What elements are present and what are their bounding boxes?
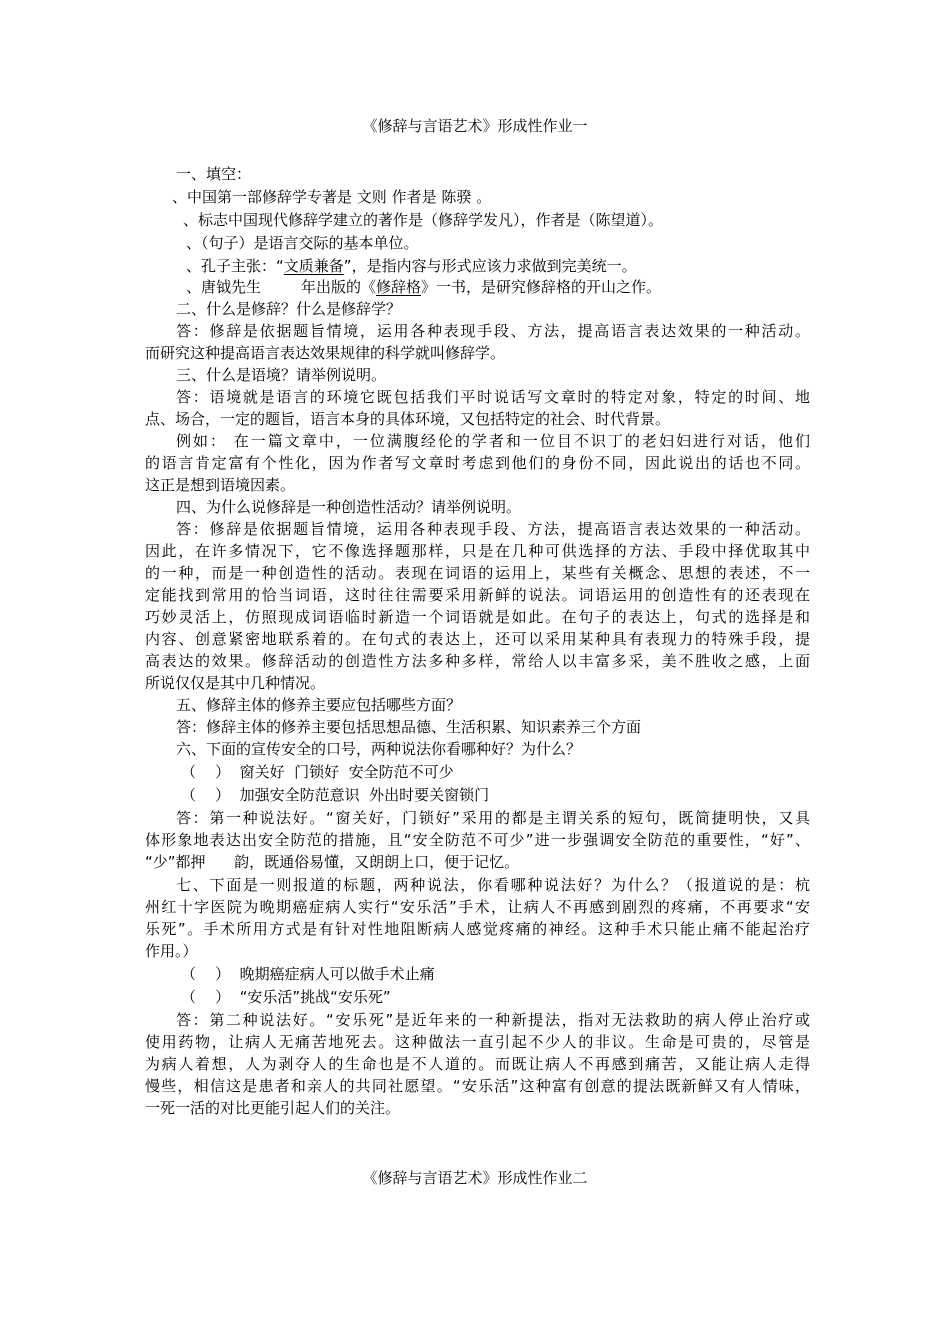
section-7-option-1: （ ） 晚期癌症病人可以做手术止痛 <box>181 965 435 983</box>
section-2-answer-line-2: 而研究这种提高语言表达效果规律的科学就叫修辞学。 <box>145 344 506 362</box>
section-6-answer-line-2: 体形象地表达出安全防范的措施，且“安全防范不可少”进一步强调安全防范的重要性，“好”、 <box>145 831 810 849</box>
section-7-answer-line-5: 一死一活的对比更能引起人们的关注。 <box>145 1099 401 1117</box>
section-6-option-1: （ ） 窗关好 门锁好 安全防范不可少 <box>181 763 454 781</box>
section-2-heading: 二、什么是修辞？什么是修辞学？ <box>176 300 402 318</box>
section-7-answer-line-1: 答：第二种说法好。“安乐死”是近年来的一种新提法，指对无法救助的病人停止治疗或 <box>176 1011 810 1029</box>
section-6-option-2: （ ） 加强安全防范意识 外出时要关窗锁门 <box>181 786 490 804</box>
section-7-answer-line-2: 使用药物，让病人无痛苦地死去。这种做法一直引起不少人的非议。生命是可贵的，尽管是 <box>145 1033 810 1051</box>
q4-suffix: ”，是指内容与形式应该力求做到完美统一。 <box>343 257 637 275</box>
fill-question-4 <box>186 255 810 277</box>
fill-question-3: 、（句子）是语言交际的基本单位。 <box>186 234 419 252</box>
section-3-example-line-3: 这正是想到语境因素。 <box>145 476 296 494</box>
q4-prefix: 、孔子主张：“ <box>186 257 284 275</box>
section-4-answer-line-4: 定能找到常用的恰当词语，这时往往需要采用新鲜的说法。词语运用的创造性有的还表现在 <box>145 586 810 604</box>
document-title-2: 《修辞与言语艺术》形成性作业二 <box>362 1169 588 1187</box>
fill-question-5 <box>186 276 810 298</box>
section-7-heading-line-2: 州红十字医院为晚期癌症病人实行“安乐活”手术，让病人不再感到剧烈的疼痛，不再要求“安 <box>145 898 810 916</box>
q1-suffix: 。 <box>476 188 492 206</box>
section-3-answer-line-2: 点、场合，一定的题旨，语言本身的具体环境，又包括特定的社会、时代背景。 <box>145 410 671 428</box>
q5-answer: 修辞格 <box>376 278 422 296</box>
section-4-answer-line-7: 高表达的效果。修辞活动的创造性方法多种多样，常给人以丰富多采，美不胜收之感，上面 <box>145 652 810 670</box>
section-3-answer-line-1: 答：语境就是语言的环境它既包括我们平时说话写文章时的特定对象，特定的时间、地 <box>176 388 810 406</box>
section-4-answer-line-1: 答：修辞是依据题旨情境，运用各种表现手段、方法，提高语言表达效果的一种活动。 <box>176 520 810 538</box>
q5-middle: 年出版的《 <box>301 278 377 296</box>
section-5-answer: 答：修辞主体的修养主要包括思想品德、生活积累、知识素养三个方面 <box>176 718 642 736</box>
document-title: 《修辞与言语艺术》形成性作业一 <box>362 117 588 135</box>
q5-suffix: 》一书，是研究修辞格的开山之作。 <box>421 278 662 296</box>
section-6-answer-line-3: “少”都押 韵，既通俗易懂，又朗朗上口，便于记忆。 <box>145 853 520 871</box>
section-4-heading: 四、为什么说修辞是一种创造性活动？请举例说明。 <box>176 498 522 516</box>
section-7-heading-line-1: 七、下面是一则报道的标题，两种说法，你看哪种说法好？为什么？（报道说的是：杭 <box>176 876 810 894</box>
q4-answer: 文质兼备 <box>283 257 344 275</box>
section-7-answer-line-3: 为病人着想，人为剥夺人的生命也是不人道的。而既让病人不再感到痛苦，又能让病人走得 <box>145 1055 810 1073</box>
q1-middle: 作者是 <box>391 188 437 206</box>
section-6-heading: 六、下面的宣传安全的口号，两种说法你看哪种好？为什么？ <box>176 740 582 758</box>
q1-answer-1: 文则 <box>356 188 387 206</box>
section-5-heading: 五、修辞主体的修养主要应包括哪些方面？ <box>176 696 462 714</box>
section-3-heading: 三、什么是语境？请举例说明。 <box>176 366 387 384</box>
section-3-example-line-2: 的语言肯定富有个性化，因为作者写文章时考虑到他们的身份不同，因此说出的话也不同。 <box>145 454 810 472</box>
fill-question-2: 、标志中国现代修辞学建立的著作是（修辞学发凡），作者是（陈望道）。 <box>183 211 664 229</box>
section-4-answer-line-3: 的一种，而是一种创造性的活动。表现在词语的运用上，某些有关概念、思想的表述，不一 <box>145 564 810 582</box>
section-7-answer-line-4: 慢些，相信这是患者和亲人的共同社愿望。“安乐活”这种富有创意的提法既新鲜又有人情味， <box>145 1077 810 1095</box>
q5-prefix: 、唐钺先生 <box>186 278 262 296</box>
fill-question-1 <box>172 186 810 208</box>
q1-prefix: 、中国第一部修辞学专著是 <box>172 188 353 206</box>
section-4-answer-line-6: 内容、创意紧密地联系着的。在句式的表达上，还可以采用某种具有表现力的特殊手段，提 <box>145 630 810 648</box>
section-1-heading: 一、填空： <box>176 165 252 183</box>
q1-answer-2: 陈骙 <box>441 188 472 206</box>
section-7-option-2: （ ） “安乐活”挑战“安乐死” <box>181 988 391 1006</box>
section-4-answer-line-8: 所说仅仅是其中几种情况。 <box>145 674 326 692</box>
section-2-answer-line-1: 答：修辞是依据题旨情境，运用各种表现手段、方法，提高语言表达效果的一种活动。 <box>176 322 810 340</box>
section-7-heading-line-4: 作用。） <box>145 942 198 960</box>
section-7-heading-line-3: 乐死”。手术所用方式是有针对性地阻断病人感觉疼痛的神经。这种手术只能止痛不能起治疗 <box>145 920 810 938</box>
section-4-answer-line-2: 因此，在许多情况下，它不像选择题那样，只是在几种可供选择的方法、手段中择优取其中 <box>145 542 810 560</box>
section-3-example-line-1: 例如： 在一篇文章中，一位满腹经伦的学者和一位目不识丁的老妇妇进行对话，他们 <box>176 432 810 450</box>
section-4-answer-line-5: 巧妙灵活上，仿照现成词语临时新造一个词语就是如此。在句子的表达上，句式的选择是和 <box>145 608 810 626</box>
section-6-answer-line-1: 答：第一种说法好。“窗关好，门锁好”采用的都是主谓关系的短句，既简捷明快，又具 <box>176 809 810 827</box>
